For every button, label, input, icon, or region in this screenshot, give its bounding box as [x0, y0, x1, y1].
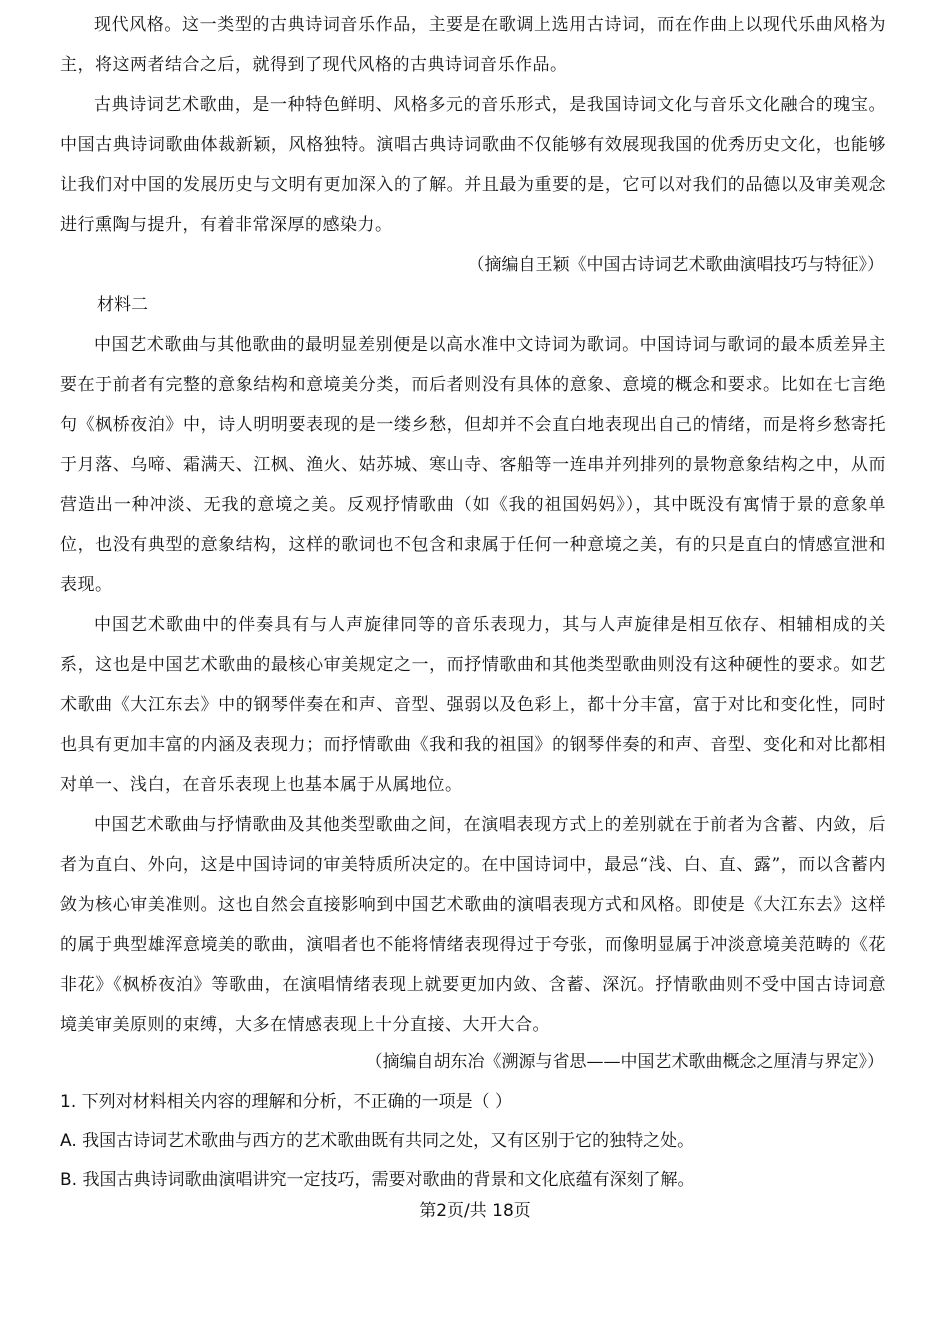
material-two-paragraph-3: 中国艺术歌曲与抒情歌曲及其他类型歌曲之间，在演唱表现方式上的差别就在于前者为含蓄、内敛，后者为直白、外向，这是中国诗词的审美特质所决定的。在中国诗词中，最忌“浅、白、直、露”，而以含蓄内敛为核心审美准则。这也自然会直接影响到中国艺术歌曲的演唱表现方式和风格。即使是《大江东去》这样的属于典型雄浑意境美的歌曲，演唱者也不能将情绪表现得过于夸张，而像明显属于冲淡意境美范畴的《花非花》《枫桥夜泊》等歌曲，在演唱情绪表现上就要更加内敛、含蓄、深沉。抒情歌曲则不受中国古诗词意境美审美原则的束缚，大多在情感表现上十分直接、大开大合。 [60, 815, 886, 1035]
question-1-option-b: B. 我国古典诗词歌曲演唱讲究一定技巧，需要对歌曲的背景和文化底蕴有深刻了解。 [60, 1170, 695, 1190]
material-two-source: （摘编自胡东冶《溯源与省思——中国艺术歌曲概念之厘清与界定》） [365, 1052, 884, 1072]
question-1-option-a: A. 我国古诗词艺术歌曲与西方的艺术歌曲既有共同之处，又有区别于它的独特之处。 [60, 1131, 695, 1151]
material-one-paragraph-2: 古典诗词艺术歌曲，是一种特色鲜明、风格多元的音乐形式，是我国诗词文化与音乐文化融合的瑰宝。中国古典诗词歌曲体裁新颖，风格独特。演唱古典诗词歌曲不仅能够有效展现我国的优秀历史文化，也能够让我们对中国的发展历史与文明有更加深入的了解。并且最为重要的是，它可以对我们的品德以及审美观念进行熏陶与提升，有着非常深厚的感染力。 [60, 95, 886, 235]
material-one-source: （摘编自王颖《中国古诗词艺术歌曲演唱技巧与特征》） [467, 255, 884, 275]
page-number-footer: 第2页/共 18页 [419, 1201, 531, 1221]
material-one-paragraph-1: 现代风格。这一类型的古典诗词音乐作品，主要是在歌调上选用古诗词，而在作曲上以现代乐曲风格为主，将这两者结合之后，就得到了现代风格的古典诗词音乐作品。 [60, 15, 886, 75]
material-two-heading: 材料二 [97, 295, 148, 315]
material-two-paragraph-1: 中国艺术歌曲与其他歌曲的最明显差别便是以高水准中文诗词为歌词。中国诗词与歌词的最本质差异主要在于前者有完整的意象结构和意境美分类，而后者则没有具体的意象、意境的概念和要求。比如在七言绝句《枫桥夜泊》中，诗人明明要表现的是一缕乡愁，但却并不会直白地表现出自己的情绪，而是将乡愁寄托于月落、乌啼、霜满天、江枫、渔火、姑苏城、寒山寺、客船等一连串并列排列的景物意象结构之中，从而营造出一种冲淡、无我的意境之美。反观抒情歌曲（如《我的祖国妈妈》），其中既没有寓情于景的意象单位，也没有典型的意象结构，这样的歌词也不包含和隶属于任何一种意境之美，有的只是直白的情感宣泄和表现。 [60, 335, 886, 595]
material-two-paragraph-2: 中国艺术歌曲中的伴奏具有与人声旋律同等的音乐表现力，其与人声旋律是相互依存、相辅相成的关系，这也是中国艺术歌曲的最核心审美规定之一，而抒情歌曲和其他类型歌曲则没有这种硬性的要求。如艺术歌曲《大江东去》中的钢琴伴奏在和声、音型、强弱以及色彩上，都十分丰富，富于对比和变化性，同时也具有更加丰富的内涵及表现力；而抒情歌曲《我和我的祖国》的钢琴伴奏的和声、音型、变化和对比都相对单一、浅白，在音乐表现上也基本属于从属地位。 [60, 615, 886, 795]
question-1-stem: 1. 下列对材料相关内容的理解和分析，不正确的一项是（ ） [60, 1092, 513, 1112]
